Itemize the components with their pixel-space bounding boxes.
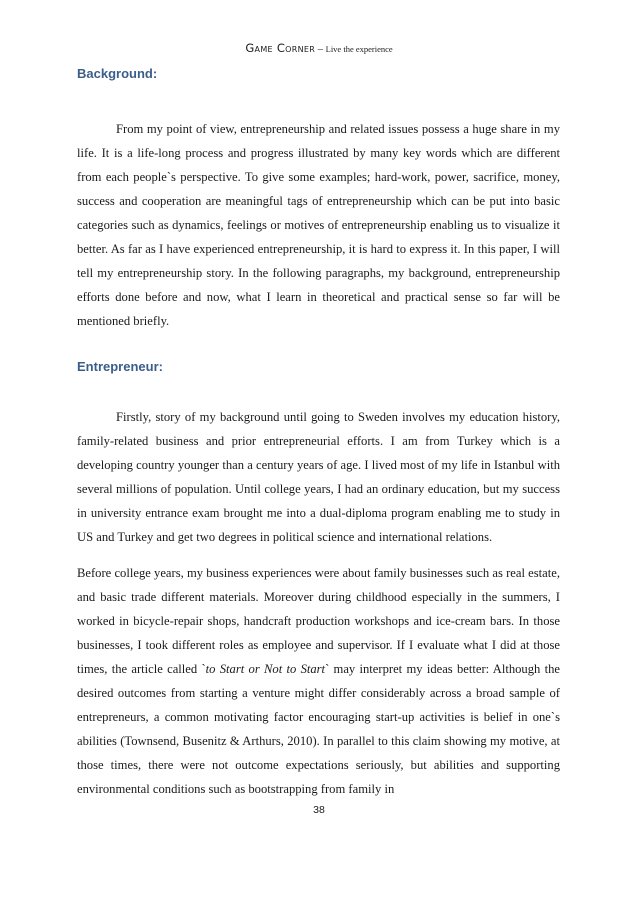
page-number: 38 (313, 804, 325, 816)
header-tagline: Live the experience (325, 44, 393, 54)
paragraph-2-text-start: Before college years, my business experiences were about family businesses such as real estate, and basic trade different materials. Moreover during childhood especially in the summers, I worked in bicycle-repair shops, handcraft production workshops and ice-cream bars. In those businesses, I took different roles as employee and supervisor. If I evaluate what I did at those times, the article called ` (77, 566, 560, 676)
entrepreneur-paragraph-1: Firstly, story of my background until going to Sweden involves my education history, family-related business and prior entrepreneurial efforts. I am from Turkey which is a developing country younger than a century years of age. I lived most of my life in Istanbul with several millions of population. Until college years, I had an ordinary education, but my success in university entrance exam brought me into a dual-diploma program enabling me to study in US and Turkey and get two degrees in political science and international relations. (77, 410, 560, 544)
section-heading-background: Background: (77, 66, 158, 81)
paragraph-2-text-end: ` may interpret my ideas better: Although the desired outcomes from starting a venture might differ considerably across a broad sample of entrepreneurs, a common motivating factor encouraging start-up activities is belief in one`s abilities (Townsend, Busenitz & Arthurs, 2010). In parallel to this claim showing my motive, at those times, there were not outcome expectations seriously, but abilities and supporting environmental conditions such as bootstrapping from family in (77, 662, 560, 796)
article-title: to Start or Not to Start (205, 662, 326, 676)
section-heading-entrepreneur: Entrepreneur: (77, 359, 163, 374)
running-header (0, 41, 638, 57)
header-brand: Game Corner (245, 41, 316, 55)
entrepreneur-paragraph-2 (77, 561, 560, 801)
background-paragraph: From my point of view, entrepreneurship and related issues possess a huge share in my life. It is a life-long process and progress illustrated by many key words which are different from each people`s perspective. To give some examples; hard-work, power, sacrifice, money, success and cooperation are meaningful tags of entrepreneurship which can be put into basic categories such as dynamics, feelings or motives of entrepreneurship enabling us to visualize it better. As far as I have experienced entrepreneurship, it is hard to express it. In this paper, I will tell my entrepreneurship story. In the following paragraphs, my background, entrepreneurship efforts done before and now, what I learn in theoretical and practical sense so far will be mentioned briefly. (77, 122, 560, 328)
header-separator: – (315, 44, 326, 55)
